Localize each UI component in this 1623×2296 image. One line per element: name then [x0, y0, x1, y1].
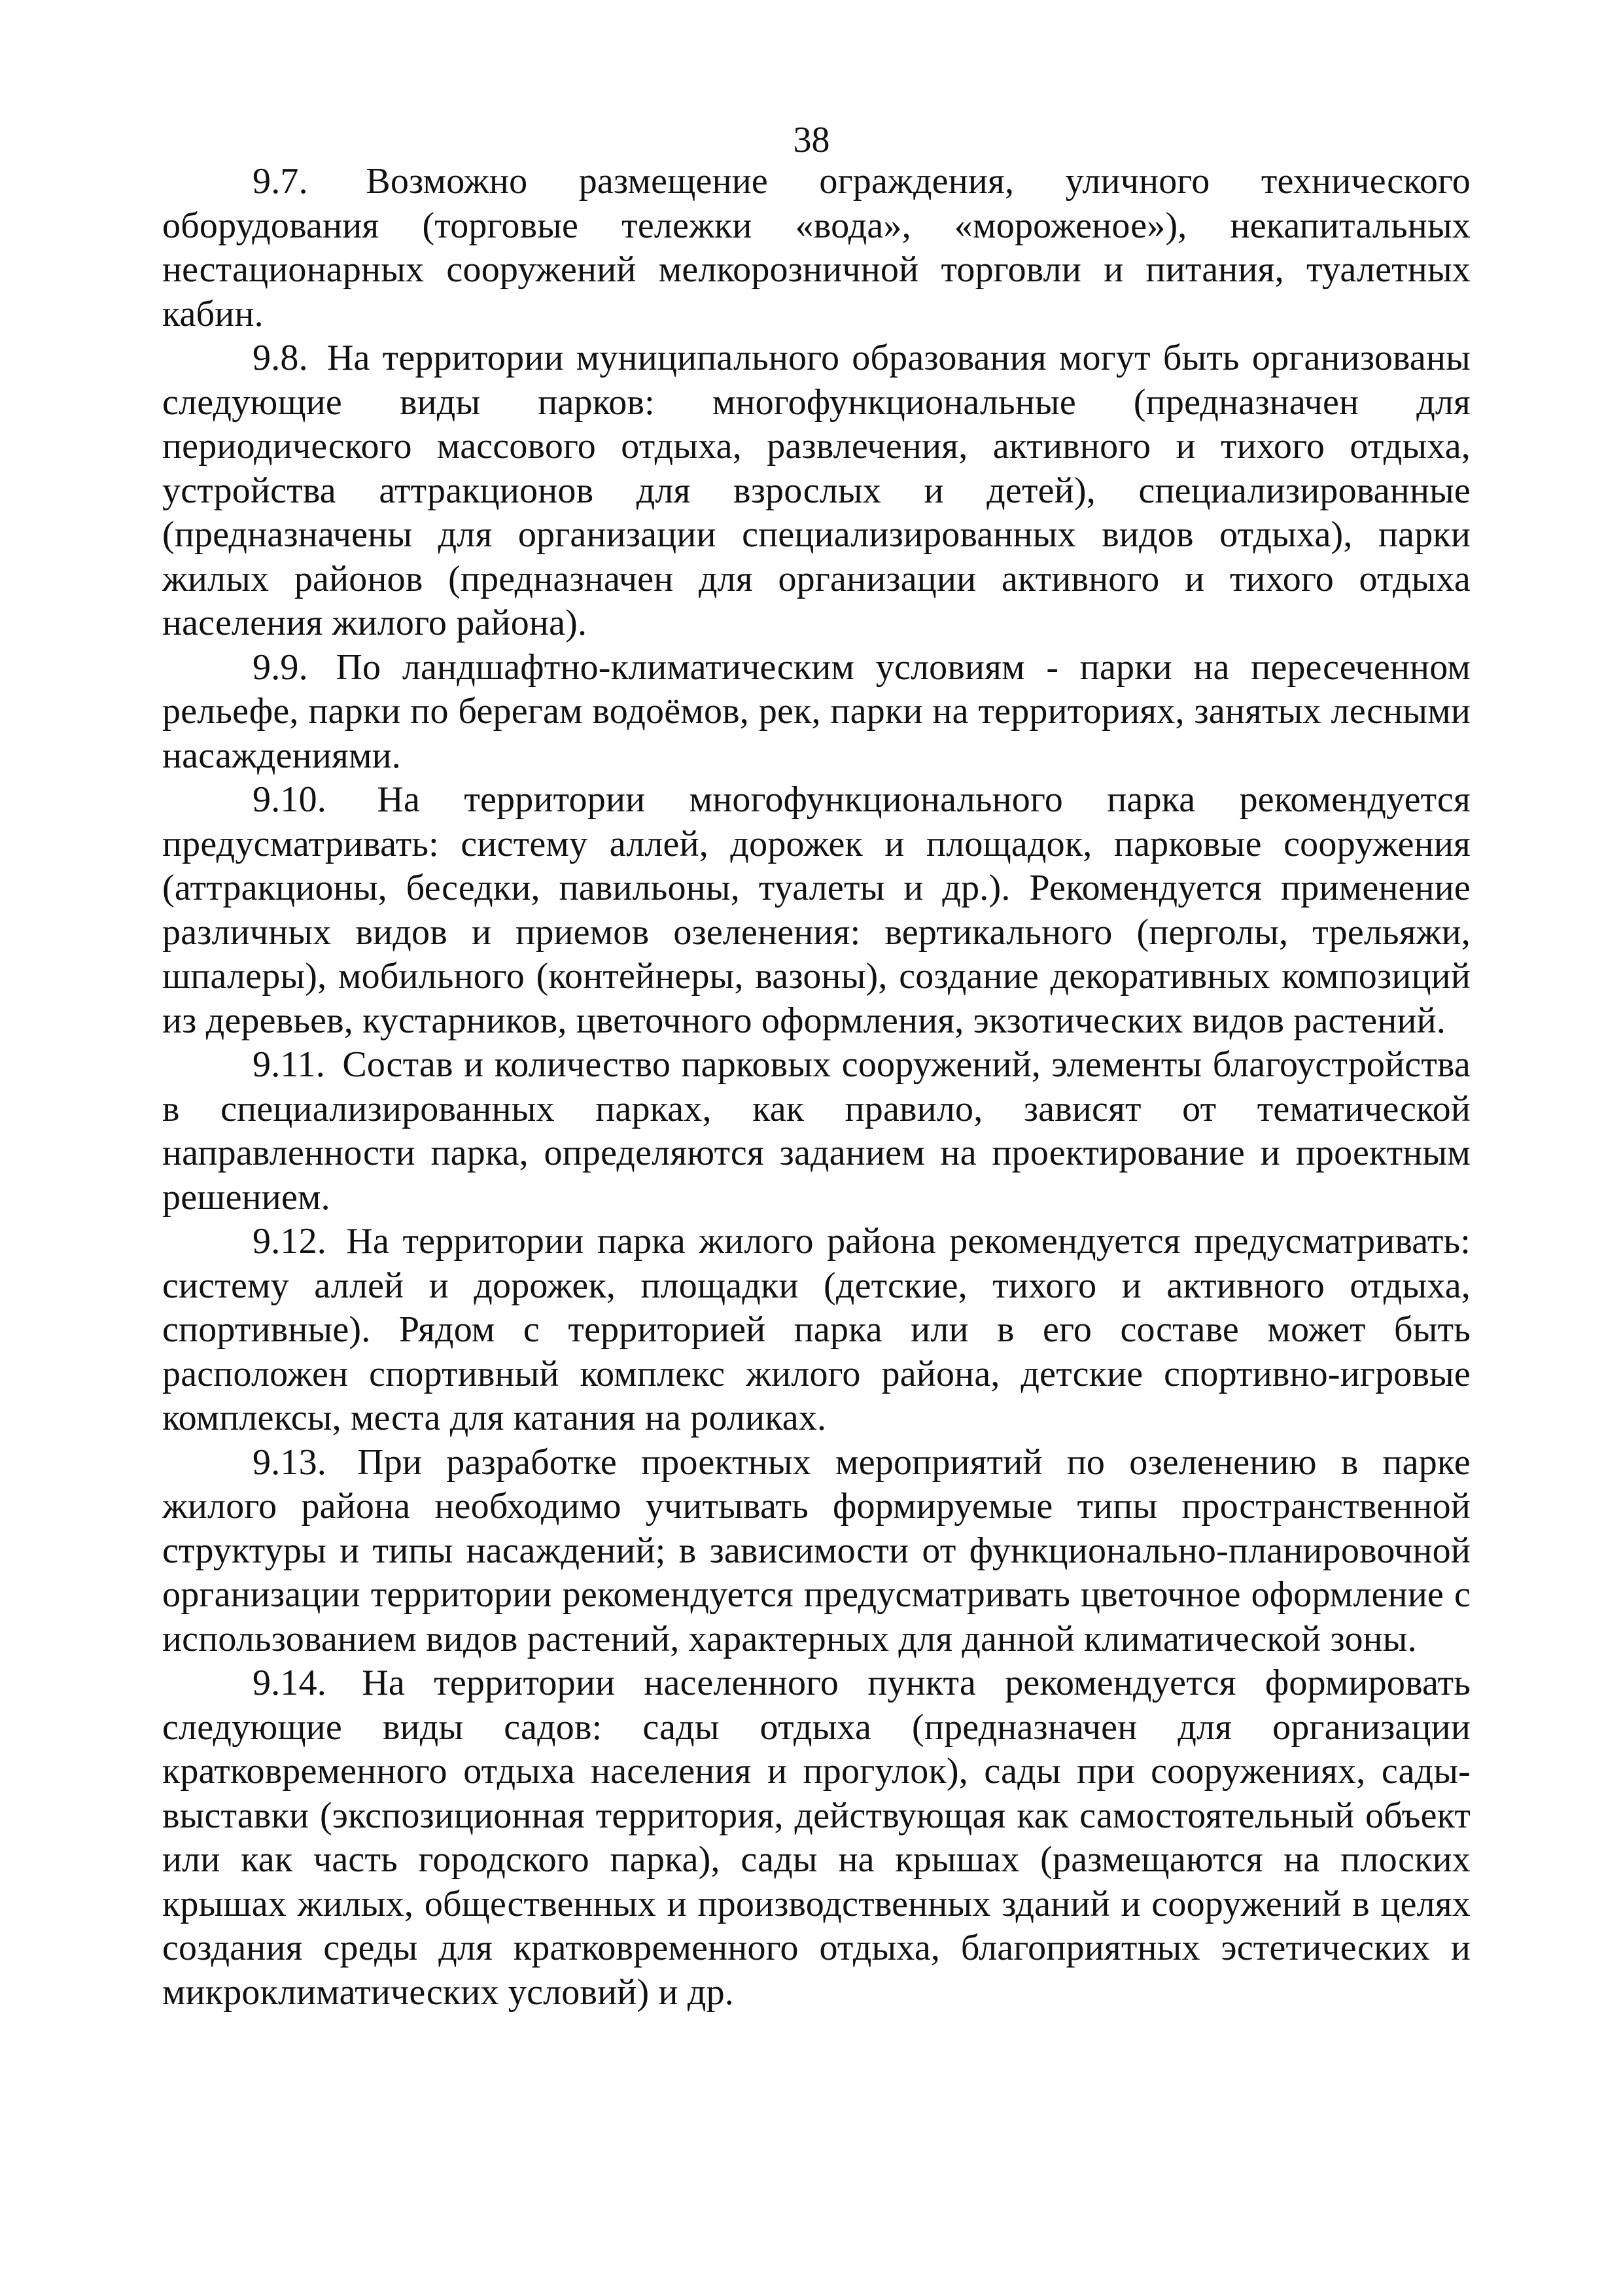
paragraph-text: При разработке проектных мероприятий по озеленению в парке жилого района необходимо учитывать формируемые типы пространственной структуры и типы насаждений; в зависимости от функционально-планировочной организации территории рекомендуется предусматривать цветочное оформление с использованием видов растений, характерных для данной климатической зоны.: [162, 1441, 1471, 1659]
paragraph-9-10: [162, 778, 1471, 1043]
paragraph-9-7: [162, 160, 1471, 336]
paragraph-text: На территории населенного пункта рекомендуется формировать следующие виды садов: сады отдыха (предназначен для организации кратковременного отдыха населения и прогулок), сады при сооружениях, сады-выставки (экспозиционная территория, действующая как самостоятельный объект или как часть городского парка), сады на крышах (размещаются на плоских крышах жилых, общественных и производственных зданий и сооружений в целях создания среды для кратковременного отдыха, благоприятных эстетических и микроклиматических условий) и др.: [162, 1663, 1471, 2013]
paragraph-9-14: [162, 1661, 1471, 2015]
paragraph-text: На территории парка жилого района рекомендуется предусматривать: систему аллей и дорожек, площадки (детские, тихого и активного отдыха, спортивные). Рядом с территорией парка или в его составе может быть расположен спортивный комплекс жилого района, детские спортивно-игровые комплексы, места для катания на роликах.: [162, 1221, 1471, 1438]
paragraph-number: 9.8.: [253, 338, 308, 378]
paragraph-9-9: [162, 646, 1471, 779]
paragraph-9-11: [162, 1043, 1471, 1220]
paragraph-text: Состав и количество парковых сооружений, элементы благоустройства в специализированных парках, как правило, зависят от тематической направленности парка, определяются заданием на проектирование и проектным решением.: [162, 1044, 1471, 1218]
paragraph-number: 9.12.: [253, 1221, 326, 1262]
document-body: [162, 160, 1471, 2015]
paragraph-9-8: [162, 336, 1471, 646]
paragraph-9-13: [162, 1441, 1471, 1662]
paragraph-number: 9.9.: [253, 646, 308, 688]
paragraph-text: По ландшафтно-климатическим условиям - парки на пересеченном рельефе, парки по берегам водоёмов, рек, парки на территориях, занятых лесными насаждениями.: [162, 646, 1471, 776]
paragraph-number: 9.11.: [253, 1044, 325, 1085]
paragraph-9-12: [162, 1220, 1471, 1441]
paragraph-text: На территории многофункционального парка рекомендуется предусматривать: систему аллей, дорожек и площадок, парковые сооружения (аттракционы, беседки, павильоны, туалеты и др.). Рекомендуется применение различных видов и приемов озеленения: вертикального (перголы, трельяжи, шпалеры), мобильного (контейнеры, вазоны), создание декоративных композиций из деревьев, кустарников, цветочного оформления, экзотических видов растений.: [162, 779, 1471, 1041]
paragraph-text: Возможно размещение ограждения, уличного технического оборудования (торговые тележки «вода», «мороженое»), некапитальных нестационарных сооружений мелкорозничной торговли и питания, туалетных кабин.: [162, 161, 1471, 334]
paragraph-number: 9.13.: [253, 1441, 326, 1483]
page-number: 38: [793, 120, 830, 160]
paragraph-number: 9.7.: [253, 161, 308, 202]
paragraph-number: 9.10.: [253, 779, 326, 820]
paragraph-text: На территории муниципального образования могут быть организованы следующие виды парков: многофункциональные (предназначен для периодического массового отдыха, развлечения, активного и тихого отдыха, устройства аттракционов для взрослых и детей), специализированные (предназначены для организации специализированных видов отдыха), парки жилых районов (предназначен для организации активного и тихого отдыха населения жилого района).: [162, 338, 1471, 643]
paragraph-number: 9.14.: [253, 1663, 326, 1703]
